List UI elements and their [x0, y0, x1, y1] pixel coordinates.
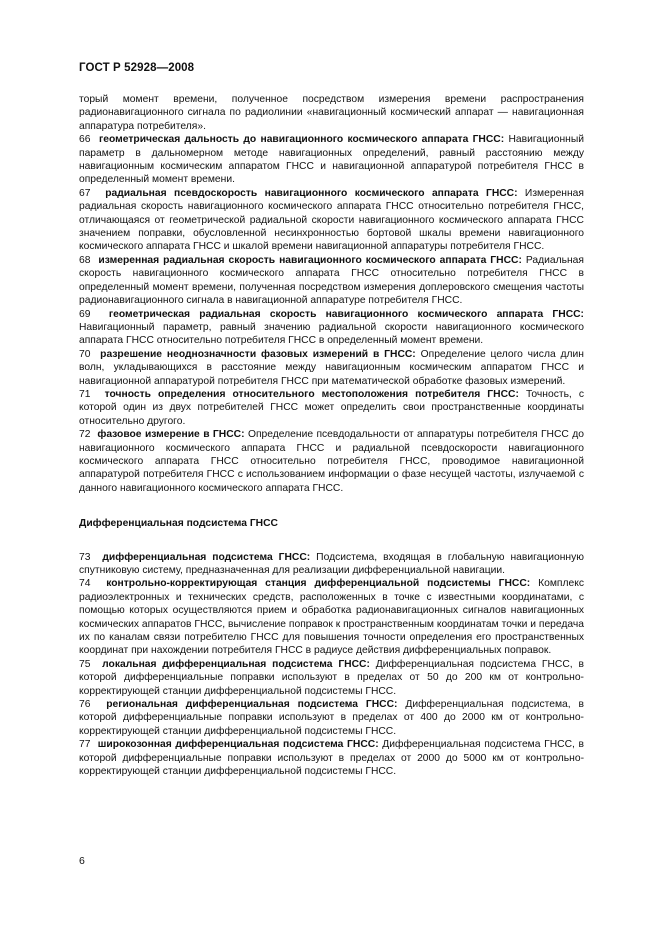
term-title: точность определения относительного местоположения потребителя ГНСС:: [104, 388, 519, 400]
term-entry: [79, 388, 584, 428]
term-number: 72: [79, 429, 91, 441]
term-definition: Определение целого числа длин волн, укладывающихся в расстояние между навигационным космическим аппаратом ГНСС и навигационной аппаратурой потребителя ГНСС при математической обработке фазовых измерений.: [79, 348, 584, 387]
document-body: [79, 93, 584, 779]
term-title: региональная дифференциальная подсистема ГНСС:: [106, 699, 398, 711]
section-title: Дифференциальная подсистема ГНСС: [79, 518, 278, 530]
term-definition: Измеренная радиальная скорость навигационного космического аппарата ГНСС относительно потребителя ГНСС, отличающаяся от геометрической радиальной скорости навигационного космического аппарата ГНСС значением поправки, обусловленной несинхронностью бортовой шкалы времени навигационного космического аппарата ГНСС и шкалой времени навигационной аппаратуры потребителя ГНСС.: [79, 187, 584, 253]
term-entry: [79, 254, 584, 308]
terms-list-b: [79, 551, 584, 779]
term-number: 76: [79, 699, 91, 711]
term-title: измеренная радиальная скорость навигационного космического аппарата ГНСС:: [98, 254, 522, 266]
term-entry: [79, 738, 584, 778]
term-definition: Дифференциальная подсистема, в которой дифференциальные поправки используют в пределах от 400 до 2000 км от контрольно-корректирующей станции дифференциальной подсистемы ГНСС.: [79, 699, 584, 737]
term-entry: [79, 187, 584, 254]
term-definition: Дифференциальная подсистема ГНСС, в которой дифференциальные поправки используют в пределах от 2000 до 5000 км от контрольно-корректирующей станции дифференциальной подсистемы ГНСС.: [79, 739, 584, 778]
term-number: 70: [79, 348, 91, 360]
term-definition: Радиальная скорость навигационного космического аппарата ГНСС относительно потребителя ГНСС в определенный момент времени, полученная посредством измерения доплеровского смещения частоты радионавигационного сигнала в навигационной аппаратуре потребителя ГНСС.: [79, 254, 584, 307]
term-title: радиальная псевдоскорость навигационного космического аппарата ГНСС:: [105, 187, 518, 199]
term-title: контрольно-корректирующая станция дифференциальной подсистемы ГНСС:: [106, 578, 531, 590]
term-title: разрешение неоднозначности фазовых измерений в ГНСС:: [100, 348, 416, 360]
term-number: 71: [79, 388, 91, 400]
terms-list-a: [79, 133, 584, 495]
term-title: геометрическая дальность до навигационного космического аппарата ГНСС:: [99, 134, 505, 146]
term-definition: Точность, с которой один из двух потребителей ГНСС может определить свои пространственные координаты относительно другого.: [79, 388, 584, 427]
term-title: локальная дифференциальная подсистема ГНСС:: [102, 658, 370, 670]
term-entry: [79, 133, 584, 187]
term-number: 69: [79, 308, 91, 320]
term-number: 68: [79, 254, 91, 266]
page-number: 6: [79, 855, 85, 867]
term-definition: Навигационный параметр, равный значению радиальной скорости навигационного космического аппарата ГНСС относительно потребителя ГНСС в определенный момент времени.: [79, 321, 584, 347]
term-title: фазовое измерение в ГНСС:: [97, 429, 245, 441]
intro-fragment: торый момент времени, полученное посредством измерения времени распространения радионавигационного сигнала по радиолинии «навигационный космический аппарат — навигационная аппаратура потребителя».: [79, 94, 584, 132]
term-entry: [79, 577, 584, 657]
term-entry: [79, 428, 584, 495]
term-definition: Навигационный параметр в дальномерном методе навигационных определений, равный расстоянию между навигационным космическим аппаратом ГНСС и навигационной аппаратурой потребителя ГНСС в определенный момент времени.: [79, 134, 584, 186]
term-entry: [79, 658, 584, 698]
term-number: 67: [79, 187, 91, 199]
term-entry: [79, 698, 584, 738]
term-number: 77: [79, 739, 91, 751]
term-number: 73: [79, 551, 91, 563]
term-title: дифференциальная подсистема ГНСС:: [102, 551, 311, 563]
term-definition: Определение псевдодальности от аппаратуры потребителя ГНСС до навигационного космического аппарата ГНСС и радиальной псевдоскорости навигационного космического аппарата ГНСС относительно потребителя ГНСС, проводимое навигационной аппаратурой потребителя ГНСС с использованием информации о фазе несущей частоты, излучаемой с данного навигационного космического аппарата ГНСС.: [79, 429, 584, 494]
term-title: геометрическая радиальная скорость навигационного космического аппарата ГНСС:: [108, 308, 584, 320]
term-number: 75: [79, 658, 91, 670]
term-number: 66: [79, 134, 91, 146]
term-definition: Комплекс радиоэлектронных и технических средств, расположенных в точке с известными координатами, с помощью которых осуществляются прием и обработка радионавигационных сигналов навигационных космических аппаратов ГНСС, вычисление поправок к пространственным координатам точки и передача их по каналам связи потребителю ГНСС для повышения точности определения его пространственных координат при нахождении потребителя ГНСС в радиусе действия дифференциальных поправок.: [79, 578, 584, 657]
term-definition: Дифференциальная подсистема ГНСС, в которой дифференциальные поправки используют в пределах от 50 до 200 км от контрольно-корректирующей станции дифференциальной подсистемы ГНСС.: [79, 658, 584, 697]
term-entry: [79, 348, 584, 388]
term-entry: [79, 308, 584, 348]
document-header: ГОСТ Р 52928—2008: [79, 62, 195, 74]
term-entry: [79, 551, 584, 578]
term-definition: Подсистема, входящая в глобальную навигационную спутниковую систему, предназначенная для реализации дифференциальной навигации.: [79, 551, 584, 576]
term-title: широкозонная дифференциальная подсистема ГНСС:: [97, 739, 379, 751]
term-number: 74: [79, 578, 91, 590]
